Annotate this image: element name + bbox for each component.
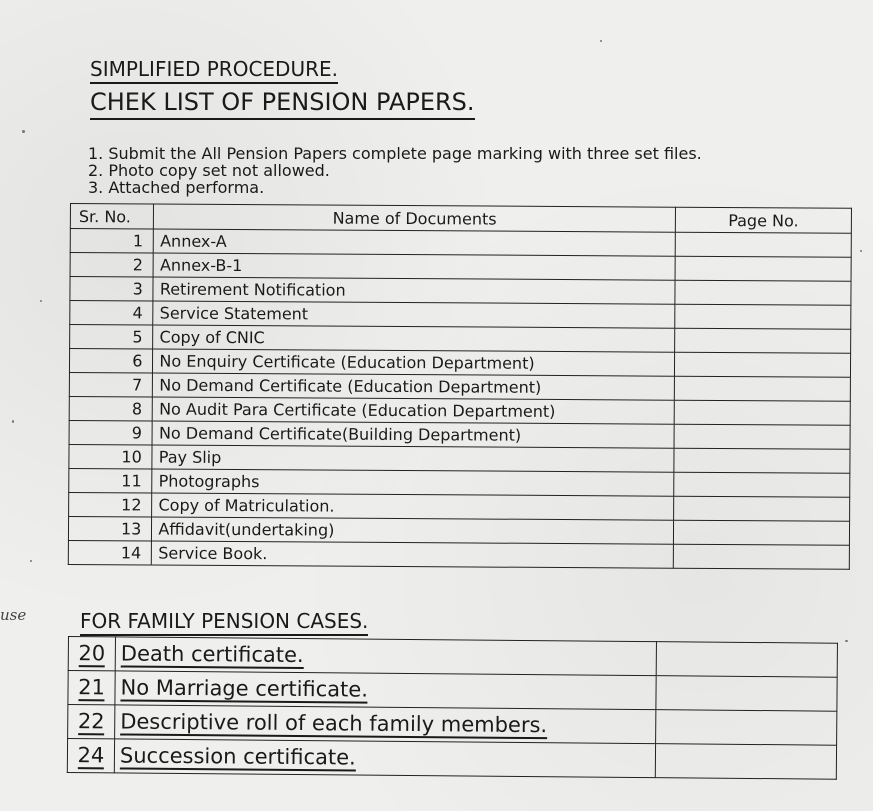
row-sr: 10	[69, 444, 153, 469]
family-row-document: Death certificate.	[120, 641, 304, 668]
table-row	[68, 540, 849, 569]
family-row-sr: 20	[78, 641, 106, 666]
scan-speck	[30, 560, 32, 562]
header-name-of-documents: Name of Documents	[154, 204, 676, 232]
family-row-document: Descriptive roll of each family members.	[120, 709, 548, 738]
row-page-no	[674, 472, 850, 497]
row-sr: 3	[70, 277, 154, 302]
row-document-name: Photographs	[152, 469, 674, 496]
family-row-sr: 24	[77, 743, 105, 768]
row-page-no	[675, 328, 851, 353]
row-sr: 2	[70, 253, 154, 278]
margin-handwriting: use	[0, 606, 27, 624]
family-row-page	[656, 710, 837, 746]
family-row-sr: 21	[78, 675, 106, 700]
row-document-name: No Demand Certificate(Building Department)	[152, 421, 674, 448]
row-sr: 7	[69, 372, 153, 397]
family-pension-heading: FOR FAMILY PENSION CASES.	[80, 609, 368, 636]
row-page-no	[674, 424, 850, 449]
row-page-no	[675, 352, 851, 377]
family-row-page	[656, 642, 837, 678]
row-page-no	[675, 256, 851, 281]
row-document-name: Pay Slip	[152, 445, 674, 472]
row-sr: 9	[69, 420, 153, 445]
family-row-document: No Marriage certificate.	[120, 675, 369, 702]
row-sr: 5	[70, 325, 154, 350]
scan-speck	[22, 130, 25, 133]
row-sr: 8	[69, 396, 153, 421]
scan-speck	[600, 40, 602, 42]
instruction-3: 3. Attached performa.	[88, 178, 265, 197]
row-document-name: Copy of CNIC	[153, 325, 675, 352]
row-document-name: No Demand Certificate (Education Department)	[153, 373, 675, 400]
row-sr: 12	[69, 492, 153, 517]
row-document-name: Annex-B-1	[153, 253, 675, 280]
row-sr: 6	[69, 349, 153, 374]
row-sr: 11	[69, 468, 153, 493]
family-row-document: Succession certificate.	[119, 743, 356, 770]
row-document-name: Copy of Matriculation.	[152, 493, 674, 520]
scan-speck	[12, 420, 14, 423]
instruction-2: 2. Photo copy set not allowed.	[88, 161, 330, 180]
row-page-no	[675, 280, 851, 305]
row-document-name: Affidavit(undertaking)	[152, 517, 674, 544]
row-document-name: Service Book.	[152, 541, 674, 568]
row-sr: 4	[70, 301, 154, 326]
row-document-name: No Enquiry Certificate (Education Department)	[153, 349, 675, 376]
documents-table	[68, 203, 852, 570]
scan-speck	[845, 640, 848, 642]
row-page-no	[675, 232, 851, 257]
family-row-sr: 22	[77, 709, 105, 734]
instruction-1: 1. Submit the All Pension Papers complete page marking with three set files.	[88, 144, 702, 163]
row-sr: 13	[68, 516, 152, 541]
row-page-no	[673, 520, 849, 545]
scan-speck	[40, 300, 42, 302]
row-page-no	[674, 448, 850, 473]
row-page-no	[673, 544, 849, 569]
header-page-no: Page No.	[675, 207, 851, 233]
table-row	[67, 739, 836, 780]
row-page-no	[674, 376, 850, 401]
row-page-no	[674, 400, 850, 425]
procedure-heading: SIMPLIFIED PROCEDURE.	[90, 57, 338, 84]
row-page-no	[675, 304, 851, 329]
row-document-name: Retirement Notification	[153, 277, 675, 304]
header-sr-no: Sr. No.	[70, 204, 154, 230]
row-document-name: Annex-A	[154, 229, 676, 256]
row-sr: 1	[70, 229, 154, 254]
row-document-name: No Audit Para Certificate (Education Department)	[153, 397, 675, 424]
row-document-name: Service Statement	[153, 301, 675, 328]
family-row-page	[656, 676, 837, 712]
row-page-no	[674, 496, 850, 521]
scan-speck	[860, 250, 862, 252]
checklist-title: CHEK LIST OF PENSION PAPERS.	[90, 88, 475, 120]
family-pension-table	[67, 636, 838, 780]
family-row-page	[655, 744, 836, 780]
row-sr: 14	[68, 540, 152, 565]
